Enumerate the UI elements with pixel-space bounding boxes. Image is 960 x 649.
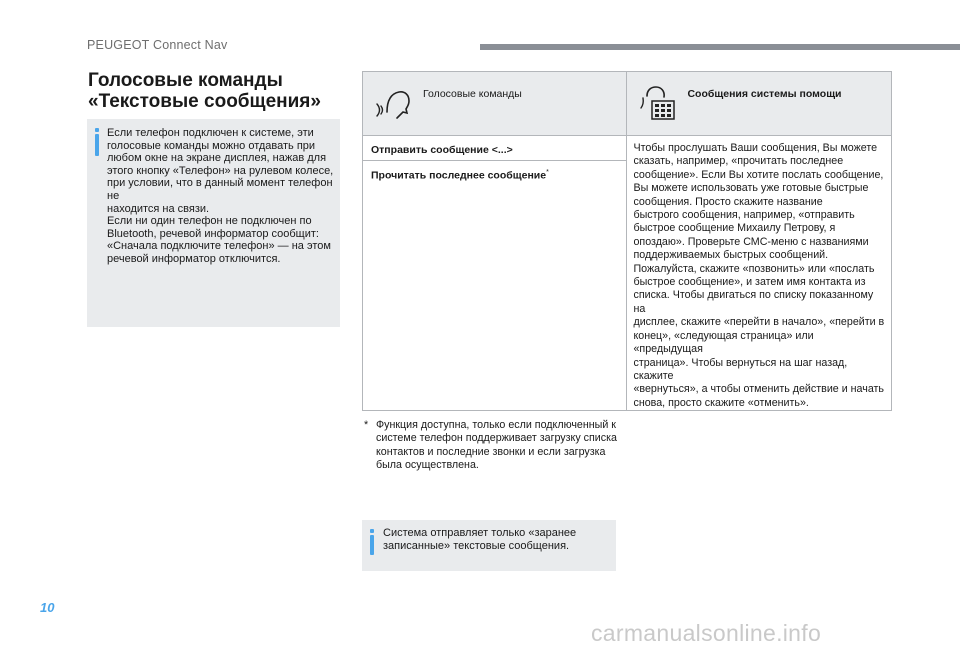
page-number: 10 — [40, 600, 55, 615]
page-title — [88, 70, 348, 112]
footnote-mark: * — [364, 419, 369, 431]
footnote — [364, 419, 624, 473]
help-message-icon — [637, 82, 679, 124]
commands-table — [362, 71, 892, 411]
info-box-sms — [362, 520, 616, 571]
header-bar — [480, 44, 960, 50]
header-help-label: Сообщения системы помощи — [687, 88, 842, 100]
command-send-message: Отправить сообщение <...> — [371, 144, 513, 156]
page-title-line1: Голосовые команды — [88, 70, 283, 91]
help-description: Чтобы прослушать Ваши сообщения, Вы можете сказать, например, «прочитать последнее сообщение». Если Вы хотите послать сообщение, Вы можете использовать уже готовые быстрые сообщения. Просто скажите название быстрого сообщения, например, «отправить быстрое сообщение Михаилу Петрову, я опоздаю». Проверьте СМС-меню с названиями поддерживаемых быстрых сообщений. Пожалуйста, скажите «позвонить» или «послать быстрое сообщение», и затем имя контакта из списка. Чтобы двигаться по списку показанному на дисплее, скажите «перейти в начало», «перейти в конец», «следующая страница» или «предыдущая страница». Чтобы вернуться на шаг назад, скажите «вернуться», а чтобы отменить действие и начать снова, просто скажите «отменить». — [627, 136, 892, 411]
header-brand: PEUGEOT Connect Nav — [87, 38, 228, 52]
info-icon — [95, 128, 104, 156]
command-read-last-message: Прочитать последнее сообщение* — [371, 169, 549, 182]
footnote-marker: * — [546, 169, 549, 177]
page-title-line2: «Текстовые сообщения» — [88, 91, 321, 112]
header-voice-label: Голосовые команды — [423, 88, 522, 100]
footnote-text: Функция доступна, только если подключенный к системе телефон поддерживает загрузку списка контактов и последние звонки и если загрузка была осуществлена. — [376, 419, 617, 472]
header-help-messages — [627, 72, 892, 136]
info-text: Система отправляет только «заранее записанные» текстовые сообщения. — [383, 527, 577, 552]
header-voice-commands — [363, 72, 627, 136]
info-icon — [370, 529, 379, 555]
command-row-send — [363, 136, 627, 161]
watermark: carmanualsonline.info — [591, 620, 822, 646]
info-text: Если телефон подключен к системе, эти голосовые команды можно отдавать при любом окне на экране дисплея, нажав для этого кнопку «Телефон» на рулевом колесе, при условии, что в данный момент телефон не находится на связи. Если ни один телефон не подключен по Bluetooth, речевой информатор сообщит: «Сначала подключите телефон» — на этом речевой информатор отключится. — [107, 127, 334, 265]
command-row-read — [363, 161, 627, 411]
info-box-phone — [87, 119, 340, 327]
voice-command-icon — [373, 82, 415, 124]
